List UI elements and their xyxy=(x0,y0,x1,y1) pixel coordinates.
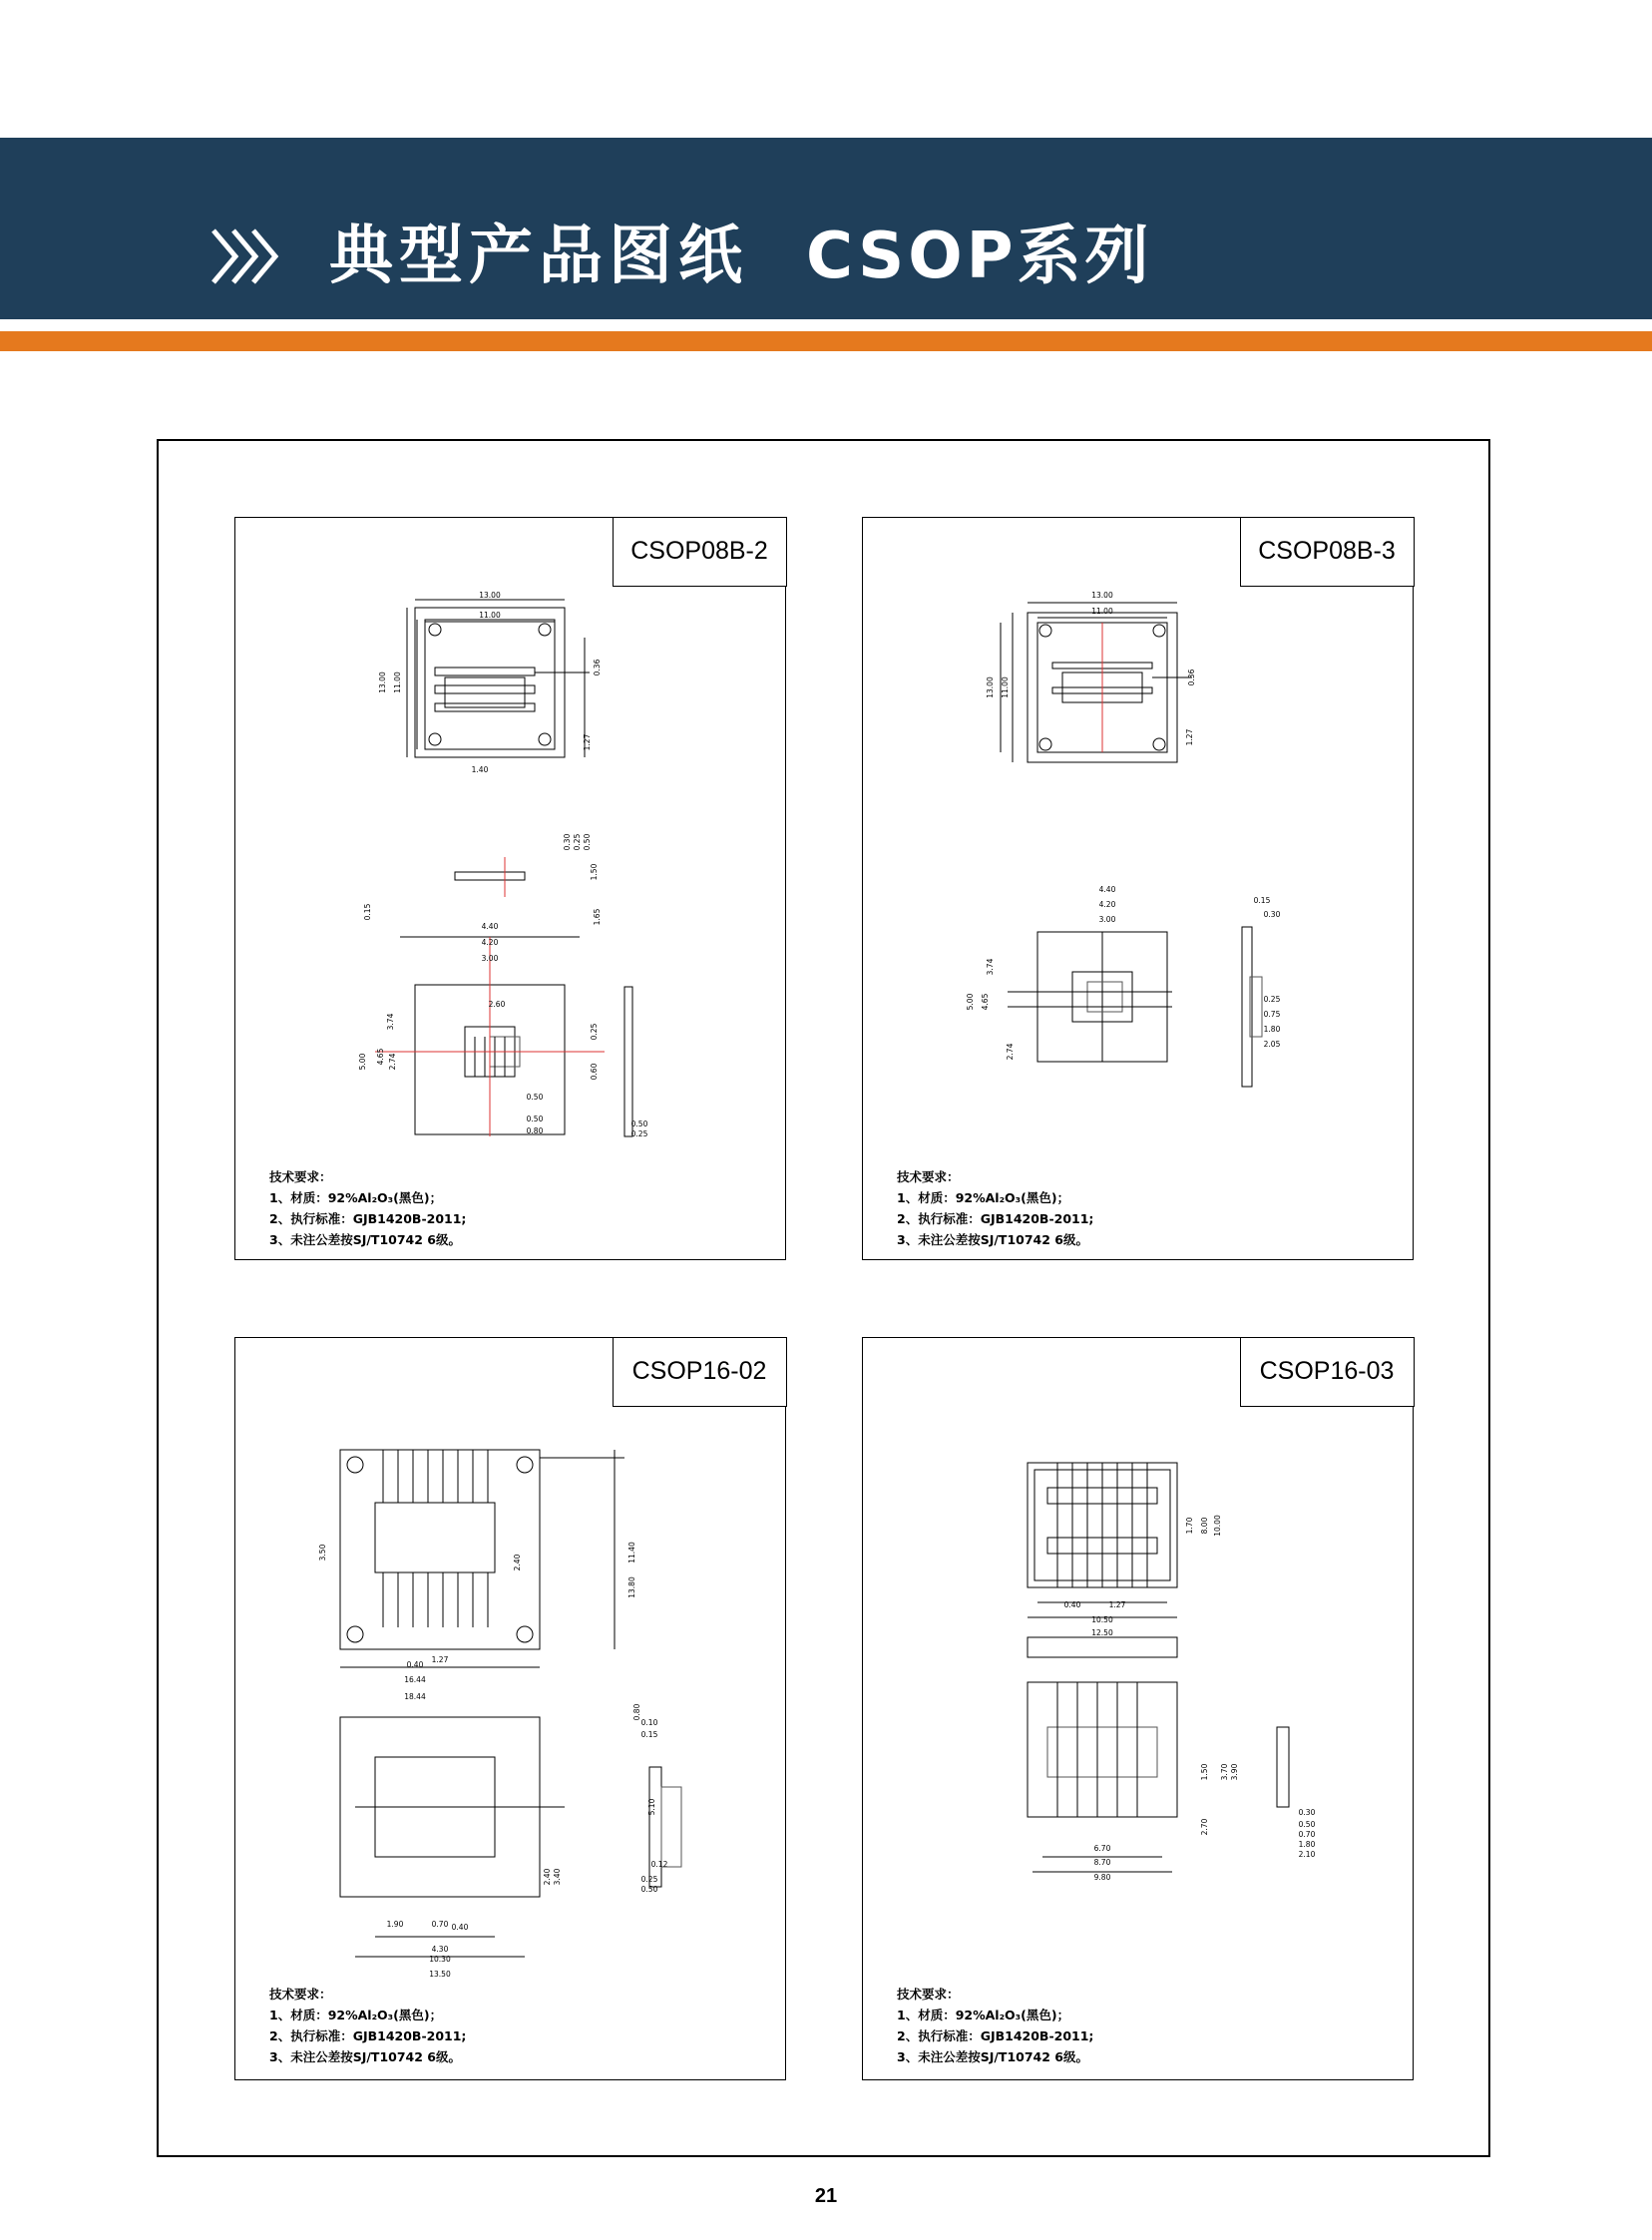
dimension-label: 0.50 xyxy=(583,833,592,851)
technical-drawing xyxy=(235,518,787,1156)
dimension-label: 9.80 xyxy=(1093,1873,1111,1882)
dimension-label: 1.27 xyxy=(431,1655,449,1664)
dimension-label: 3.74 xyxy=(386,1013,395,1031)
dimension-label: 0.12 xyxy=(650,1860,668,1869)
dimension-label: 16.44 xyxy=(404,1675,426,1684)
dimension-label: 11.00 xyxy=(1001,676,1010,698)
dimension-label: 0.30 xyxy=(563,833,572,851)
header-accent-stripe xyxy=(0,331,1652,351)
dimension-label: 0.50 xyxy=(526,1115,544,1123)
dimension-label: 1.90 xyxy=(386,1920,404,1929)
dimension-label: 1.80 xyxy=(1298,1840,1316,1849)
dimension-label: 0.60 xyxy=(590,1063,599,1081)
dimension-label: 5.00 xyxy=(966,993,975,1011)
technical-requirements: 技术要求： 1、材质：92%Al₂O₃(黑色)； 2、执行标准：GJB1420B-2011; 3、未注公差按SJ/T10742 6级。 xyxy=(897,1987,1094,2064)
dimension-label: 5.10 xyxy=(647,1798,656,1816)
dimension-label: 0.25 xyxy=(573,833,582,851)
dimension-label: 11.00 xyxy=(393,672,402,693)
dimension-label: 0.30 xyxy=(1263,910,1281,919)
dimension-label: 2.70 xyxy=(1200,1818,1209,1836)
dimension-label: 0.40 xyxy=(451,1923,469,1932)
dimension-label: 0.25 xyxy=(1263,995,1281,1004)
dimension-label: 2.40 xyxy=(543,1868,552,1886)
dimension-label: 0.70 xyxy=(1298,1830,1316,1839)
model-label: CSOP08B-3 xyxy=(1240,517,1415,587)
dimension-label: 0.25 xyxy=(630,1129,648,1138)
dimension-label: 0.15 xyxy=(640,1730,658,1739)
dimension-label: 4.40 xyxy=(1098,885,1116,894)
dimension-label: 0.50 xyxy=(640,1885,658,1894)
dimension-label: 1.27 xyxy=(583,733,592,751)
model-label: CSOP16-02 xyxy=(613,1337,787,1407)
dimension-label: 18.44 xyxy=(404,1692,426,1701)
technical-drawing xyxy=(235,1338,787,1977)
dimension-label: 11.00 xyxy=(479,611,501,620)
dimension-label: 8.70 xyxy=(1093,1858,1111,1867)
dimension-label: 13.00 xyxy=(986,676,995,698)
dimension-label: 13.00 xyxy=(378,672,387,693)
page-number: 21 xyxy=(814,2185,838,2207)
dimension-label: 3.74 xyxy=(986,958,995,976)
dimension-label: 1.80 xyxy=(1263,1025,1281,1034)
dimension-label: 4.20 xyxy=(481,938,499,947)
dimension-label: 0.50 xyxy=(1298,1820,1316,1829)
title-main: 典型产品图纸 xyxy=(329,220,748,293)
dimension-label: 4.40 xyxy=(481,922,499,931)
dimension-label: 0.15 xyxy=(1253,896,1271,905)
drawing-panel-csop16-03 xyxy=(862,1337,1414,2080)
dimension-label: 0.70 xyxy=(431,1920,449,1929)
dimension-label: 11.00 xyxy=(1091,607,1113,616)
triple-chevron-icon xyxy=(209,224,279,288)
dimension-label: 0.36 xyxy=(593,659,602,676)
dimension-label: 0.25 xyxy=(590,1023,599,1041)
drawing-panel-csop16-02 xyxy=(234,1337,786,2080)
dimension-label: 0.10 xyxy=(640,1718,658,1727)
technical-requirements: 技术要求： 1、材质：92%Al₂O₃(黑色)； 2、执行标准：GJB1420B-2011; 3、未注公差按SJ/T10742 6级。 xyxy=(269,1169,467,1247)
dimension-label: 4.30 xyxy=(431,1945,449,1954)
dimension-label: 0.40 xyxy=(1063,1600,1081,1609)
dimension-label: 1.40 xyxy=(471,765,489,774)
dimension-label: 0.30 xyxy=(1298,1808,1316,1817)
dimension-label: 1.27 xyxy=(1185,728,1194,746)
dimension-label: 1.50 xyxy=(590,863,599,881)
dimension-label: 13.80 xyxy=(627,1576,636,1598)
dimension-label: 0.36 xyxy=(1187,669,1196,686)
dimension-label: 5.00 xyxy=(358,1053,367,1071)
dimension-label: 0.75 xyxy=(1263,1010,1281,1019)
dimension-label: 3.50 xyxy=(318,1544,327,1562)
dimension-label: 0.80 xyxy=(526,1126,544,1135)
dimension-label: 13.00 xyxy=(1091,591,1113,600)
dimension-label: 2.10 xyxy=(1298,1850,1316,1859)
dimension-label: 10.50 xyxy=(1091,1615,1113,1624)
dimension-label: 0.50 xyxy=(630,1120,648,1128)
dimension-label: 3.40 xyxy=(553,1868,562,1886)
dimension-label: 1.70 xyxy=(1185,1517,1194,1535)
dimension-label: 2.74 xyxy=(1006,1043,1015,1061)
dimension-label: 2.05 xyxy=(1263,1040,1281,1049)
dimension-label: 1.50 xyxy=(1200,1763,1209,1781)
dimension-label: 3.90 xyxy=(1230,1763,1239,1781)
technical-drawing xyxy=(863,1338,1415,1977)
dimension-label: 4.65 xyxy=(376,1048,385,1066)
page-title xyxy=(329,212,1153,301)
dimension-label: 13.50 xyxy=(429,1970,451,1977)
dimension-label: 12.50 xyxy=(1091,1628,1113,1637)
dimension-label: 0.15 xyxy=(363,903,372,921)
dimension-label: 10.30 xyxy=(429,1955,451,1964)
drawing-panel-csop08b-2 xyxy=(234,517,786,1260)
dimension-label: 0.25 xyxy=(640,1875,658,1884)
dimension-label: 6.70 xyxy=(1093,1844,1111,1853)
dimension-label: 11.40 xyxy=(627,1542,636,1564)
dimension-label: 0.50 xyxy=(526,1093,544,1102)
dimension-label: 0.80 xyxy=(632,1703,641,1721)
dimension-label: 13.00 xyxy=(479,591,501,600)
dimension-label: 2.60 xyxy=(488,1000,506,1009)
dimension-label: 2.74 xyxy=(388,1053,397,1071)
dimension-label: 0.40 xyxy=(406,1660,424,1669)
dimension-label: 3.00 xyxy=(481,954,499,963)
dimension-label: 2.40 xyxy=(513,1554,522,1571)
dimension-label: 10.00 xyxy=(1213,1515,1222,1537)
dimension-label: 4.65 xyxy=(981,993,990,1011)
dimension-label: 3.00 xyxy=(1098,915,1116,924)
title-series: CSOP系列 xyxy=(806,220,1153,293)
technical-requirements: 技术要求： 1、材质：92%Al₂O₃(黑色)； 2、执行标准：GJB1420B-2011; 3、未注公差按SJ/T10742 6级。 xyxy=(269,1987,467,2064)
dimension-label: 1.27 xyxy=(1108,1600,1126,1609)
drawing-panel-csop08b-3 xyxy=(862,517,1414,1260)
dimension-label: 8.00 xyxy=(1200,1517,1209,1535)
dimension-label: 3.70 xyxy=(1220,1763,1229,1781)
dimension-label: 4.20 xyxy=(1098,900,1116,909)
dimension-label: 1.65 xyxy=(593,908,602,926)
model-label: CSOP16-03 xyxy=(1240,1337,1415,1407)
technical-requirements: 技术要求： 1、材质：92%Al₂O₃(黑色)； 2、执行标准：GJB1420B-2011; 3、未注公差按SJ/T10742 6级。 xyxy=(897,1169,1094,1247)
model-label: CSOP08B-2 xyxy=(613,517,787,587)
technical-drawing xyxy=(863,518,1415,1156)
